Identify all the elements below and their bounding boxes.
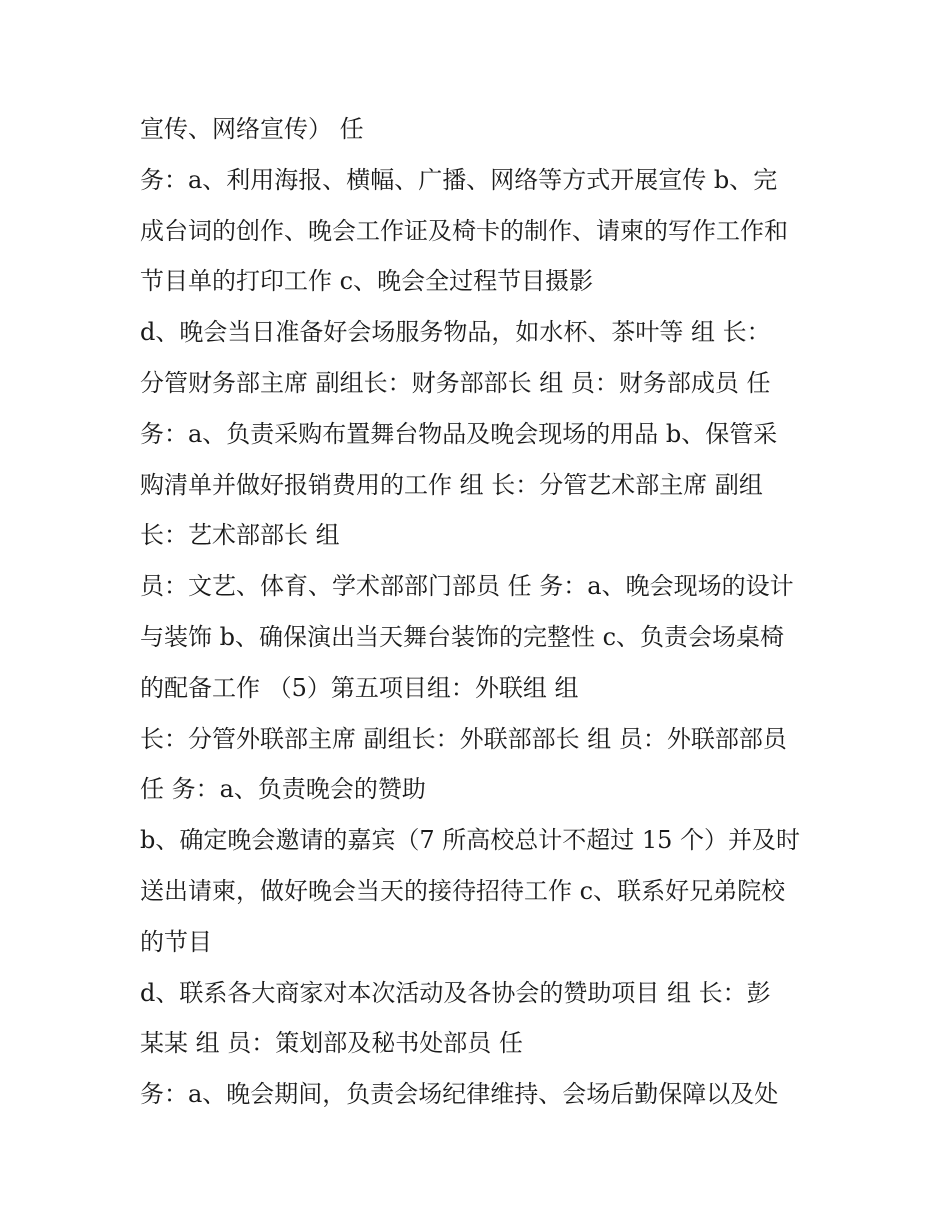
text-line-16: 送出请柬，做好晚会当天的接待招待工作 c、联系好兄弟院校 (140, 876, 786, 905)
text-line-13: 长：分管外联部主席 副组长：外联部部长 组 员：外联部部员 (140, 724, 787, 753)
text-line-3: 成台词的创作、晚会工作证及椅卡的制作、请柬的写作工作和 (140, 216, 788, 245)
text-line-20: 务：a、晚会期间，负责会场纪律维持、会场后勤保障以及处 (140, 1080, 779, 1109)
text-line-18: d、联系各大商家对本次活动及各协会的赞助项目 组 长：彭 (140, 978, 771, 1007)
text-line-19: 某某 组 员：策划部及秘书处部员 任 (140, 1029, 523, 1058)
text-line-14: 任 务：a、负责晚会的赞助 (140, 775, 426, 804)
text-line-9: 长：艺术部部长 组 (140, 521, 340, 550)
text-line-17: 的节目 (140, 927, 212, 956)
text-line-15: b、确定晚会邀请的嘉宾（7 所高校总计不超过 15 个）并及时 (140, 826, 801, 855)
text-line-4: 节目单的打印工作 c、晚会全过程节目摄影 (140, 267, 594, 296)
text-line-8: 购清单并做好报销费用的工作 组 长：分管艺术部主席 副组 (140, 470, 763, 499)
text-line-2: 务：a、利用海报、横幅、广播、网络等方式开展宣传 b、完 (140, 165, 778, 194)
text-line-6: 分管财务部主席 副组长：财务部部长 组 员：财务部成员 任 (140, 368, 771, 397)
text-line-7: 务：a、负责采购布置舞台物品及晚会现场的用品 b、保管采 (140, 419, 778, 448)
text-line-11: 与装饰 b、确保演出当天舞台装饰的完整性 c、负责会场桌椅 (140, 622, 785, 651)
text-line-5: d、晚会当日准备好会场服务物品，如水杯、茶叶等 组 长： (140, 318, 771, 347)
body-text (140, 104, 830, 1120)
text-line-12: 的配备工作 （5）第五项目组：外联组 组 (140, 673, 579, 702)
text-line-1: 宣传、网络宣传） 任 (140, 115, 364, 143)
text-line-10: 员：文艺、体育、学术部部门部员 任 务：a、晚会现场的设计 (140, 572, 794, 601)
